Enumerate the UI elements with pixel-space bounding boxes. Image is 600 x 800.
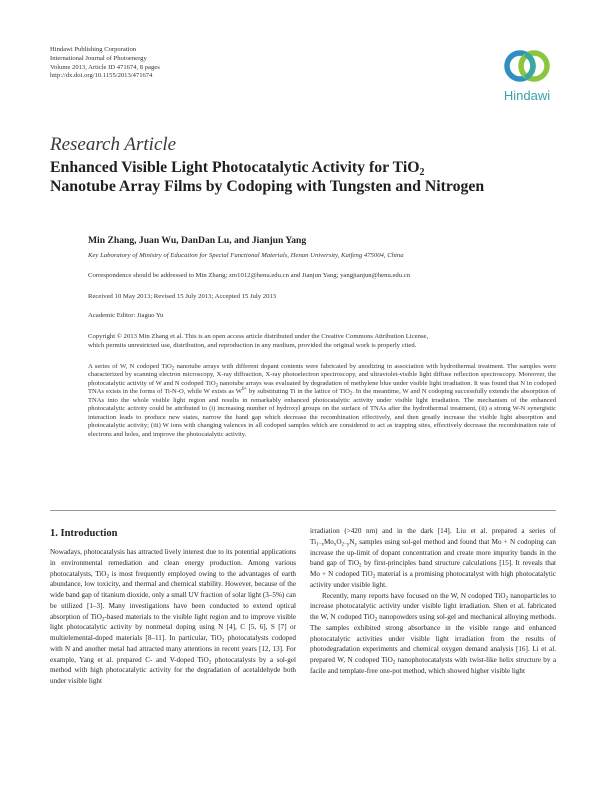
subscript: 2 — [101, 617, 105, 622]
title-subscript: 2 — [419, 167, 425, 178]
publisher-name: Hindawi Publishing Corporation — [50, 46, 137, 53]
correspondence: Correspondence should be addressed to Min Zhang; zm1012@henu.edu.cn and Jianjun Yang; yangjianjun@henu.edu.cn — [88, 272, 411, 279]
body-text: photocatalysts codoped with N and another metal had attracted many attentions in recent years [12, 13]. For example, Yang et al. prepared C- and V-doped TiO — [50, 634, 296, 664]
introduction-right-column — [310, 526, 556, 677]
subscript: x — [333, 542, 337, 548]
title-line-2: Nanotube Array Films by Codoping with Tungsten and Nitrogen — [50, 178, 485, 195]
subscript: 2 — [106, 574, 109, 579]
hindawi-logo — [492, 44, 562, 104]
body-text: nanoparticles to increase photocatalytic activity under visible light irradiation. Shen et al. fabricated the W, N codoped TiO — [310, 591, 556, 621]
subscript: 2 — [349, 391, 353, 397]
abstract-text: . In the meantime, W and N codoping successfully extends the absorption of TNAs into the whole visible light region and results in remarkably enhanced photocatalytic activity under visible light irradiation. The mechanism of the enhanced photocatalytic activity could be attributed to (i) increasing number of hydroxyl groups on the surface of TNAs after the hydrothermal treatment, (ii) a strong W-N synergistic interaction leads to produce new states, narrow the band gap which decrease the recombination effectively, and then greatly increase the visible light absorption and photocatalytic activity; (iii) W ions with changing valences in all codoped samples which are considered to act as trapping sites, effectively decrease the recombination rate of electrons and holes, and improve the photocatalytic activity. — [88, 388, 557, 438]
superscript: 6+ — [241, 387, 248, 393]
doi-link[interactable]: http://dx.doi.org/10.1155/2013/471674 — [50, 72, 153, 80]
abstract — [88, 363, 556, 439]
subscript: 2 — [171, 366, 175, 372]
body-text: Nowadays, photocatalysis has attracted lively interest due to its potential applications in environmental remediation and clean energy production. Among various photocatalysts, TiO — [50, 548, 296, 578]
paragraph — [310, 526, 556, 591]
body-text: Mo — [323, 537, 334, 546]
subscript: 2 — [392, 660, 396, 666]
subscript: 2 — [221, 638, 225, 644]
journal-name: International Journal of Photoenergy — [50, 54, 147, 62]
logo-wordmark: Hindawi — [503, 88, 551, 103]
hindawi-logo-icon — [492, 44, 562, 104]
subscript: 1−x — [316, 542, 324, 548]
subscript: 2 — [505, 596, 509, 601]
body-text: is most frequently employed owing to the advantages of earth abundance, low toxicity, and thermal and chemical stability. However, because of the wide band gap of titanium dioxide, only a small UV fraction of solar light (3–5%) can be utilized [1–3]. Many investigations have been conducted to extend optical absorption of TiO — [50, 569, 297, 621]
body-text: photocatalysts by a sol-gel method with high photocatalytic activity for the degradation of acetaldehyde both under visible light — [50, 655, 296, 685]
subscript: 2 — [374, 617, 378, 623]
copyright-line-1: Copyright © 2013 Min Zhang et al. This is an open access article distributed under the Creative Commons Attribution License, — [88, 333, 429, 340]
title-line-1: Enhanced Visible Light Photocatalytic Activity for TiO — [50, 159, 420, 176]
subscript: 2 — [359, 563, 362, 569]
subscript: 2 — [372, 574, 376, 580]
body-text: O — [336, 537, 342, 546]
introduction-left-column — [50, 547, 296, 687]
copyright-line-2: which permits unrestricted use, distribution, and reproduction in any medium, provided the original work is properly cited. — [88, 341, 417, 349]
volume-info: Volume 2013, Article ID 471674, 8 pages — [50, 63, 160, 71]
copyright-notice — [88, 333, 556, 350]
received-dates: Received 10 May 2013; Revised 15 July 2013; Accepted 15 July 2013 — [88, 293, 277, 300]
subscript: y — [354, 542, 358, 548]
abstract-text: A series of W, N codoped TiO — [88, 363, 172, 370]
body-text: material is a promising photocatalyst with high photocatalytic activity under visible light. — [310, 570, 556, 589]
academic-editor: Academic Editor: Jiaguo Yu — [88, 312, 164, 319]
paragraph — [50, 547, 296, 687]
author-list: Min Zhang, Juan Wu, DanDan Lu, and Jianjun Yang — [88, 235, 307, 246]
subscript: 2 — [215, 383, 219, 389]
body-text: N — [349, 537, 355, 546]
body-text: Recently, many reports have focused on the W, N codoped TiO — [322, 591, 506, 600]
body-text: irradiation (>420 nm) and in the dark [14]. Liu et al. prepared a series of Ti — [310, 527, 556, 546]
affiliation: Key Laboratory of Ministry of Education for Special Functional Materials, Henan University, Kaifeng 475004, China — [88, 252, 404, 259]
abstract-text: nanotube arrays was evaluated by degradation of methylene blue under visible light irradiation. It was found that N in codoped TNAs exists in the forms of Ti-N-O, while W exists as W — [88, 379, 556, 396]
journal-header — [50, 46, 160, 81]
paragraph — [310, 591, 556, 677]
subscript: 2−y — [341, 542, 350, 548]
section-divider — [50, 510, 556, 511]
body-text: by first-principles band structure calculations [15]. It reveals that Mo + N codoped TiO — [310, 559, 556, 578]
body-text: nanophotocatalysts with twist-like helix structure by a facile and template-free one-pot method, which showed higher visible light — [310, 656, 556, 675]
body-text: -based materials to the visible light region and to improve visible light photocatalytic activity by nonmetal doping using N [4], C [5, 6], S [7] or multielemental-doped materials [8–11]. In particular, TiO — [50, 612, 296, 642]
abstract-text: nanotube arrays with different dopant contents were fabricated by anodizing in association with hydrothermal treatment. The samples were characterized by scanning electron microscopy, X-ray diffraction, X-ray photoelectron spectroscopy, and ultraviolet-visible light diffuse reflection spectroscopy. Moreover, the photocatalytic activity of W and N codoped TiO — [88, 363, 556, 387]
abstract-text: by substituting Ti in the lattice of TiO — [247, 388, 350, 396]
article-type: Research Article — [50, 134, 177, 155]
subscript: 2 — [208, 660, 212, 665]
section-heading-introduction: 1. Introduction — [50, 528, 118, 539]
paper-title — [50, 158, 550, 196]
body-text: samples using sol-gel method and found that Mo + N codoping can increase the up-limit of dopant concentration and create more impurity bands in the band gap of TiO — [310, 537, 556, 568]
body-text: nanopowders using sol-gel and mechanical alloying methods. The samples exhibited strong absorbance in the visible range and enhanced photocatalytic activities under visible light irradiation from the results of photodegradation experiments and chemical oxygen demand analysis [16]. Li et al. prepared W, N codoped TiO — [310, 613, 556, 664]
